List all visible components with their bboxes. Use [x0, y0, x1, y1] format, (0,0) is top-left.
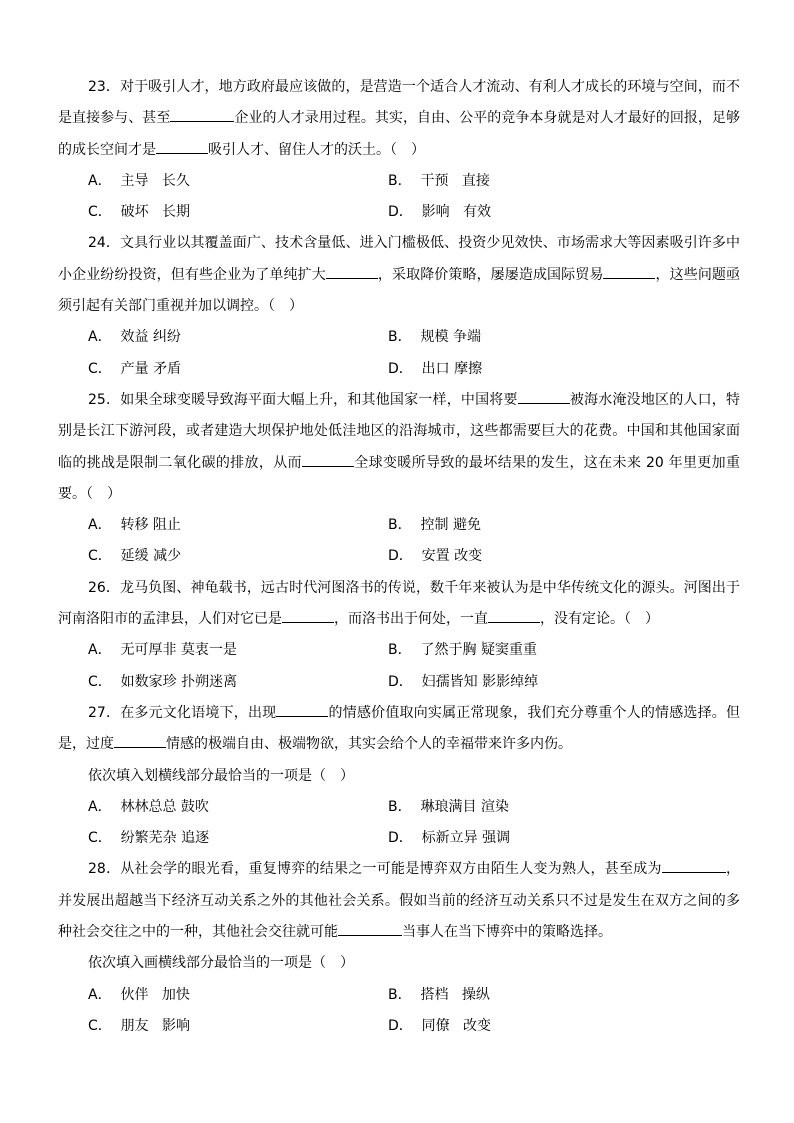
- question-prompt: 依次填入划横线部分最恰当的一项是（ ）: [88, 767, 354, 784]
- question-number: 23．: [88, 79, 120, 95]
- fill-in-blank: [603, 264, 655, 279]
- document-page: [58, 72, 740, 1042]
- answer-option: B． 干预 直接: [388, 172, 490, 189]
- answer-options: [58, 510, 740, 573]
- answer-option: C． 纷繁芜杂 追逐: [88, 830, 210, 847]
- answer-option: A． 林林总总 鼓吹: [88, 798, 209, 815]
- answer-option: D． 同僚 改变: [388, 1017, 492, 1034]
- question-stem: [58, 72, 740, 166]
- question-stem: [58, 698, 740, 761]
- fill-in-blank: [662, 858, 726, 873]
- question: [58, 698, 740, 854]
- stem-text: 龙马负图、神龟载书，远古时代河图洛书的传说，数千年来被认为是中华传统文化的源头。河图出于河南洛阳市的孟津县，人们对它已是: [58, 579, 740, 628]
- answer-option: A． 转移 阻止: [88, 517, 181, 534]
- question-stem: [58, 228, 740, 322]
- fill-in-blank: [302, 452, 354, 467]
- answer-options: [58, 980, 740, 1043]
- stem-text: 对于吸引人才，地方政府最应该做的，是营造一个适合人才流动、有利人才成长的环境与空间，而不是直接参与、甚至: [58, 79, 740, 127]
- fill-in-blank: [488, 608, 540, 623]
- question: [58, 228, 740, 384]
- stem-text: 全球变暖所导致的最坏结果的发生，这在未来 20 年里更加重要。（ ）: [58, 454, 740, 502]
- answer-option: B． 搭档 操纵: [388, 986, 490, 1003]
- answer-option: D． 影响 有效: [388, 204, 492, 221]
- stem-text: 如果全球变暖导致海平面大幅上升，和其他国家一样，中国将要: [120, 391, 518, 408]
- stem-text: ，而洛书出于何处，一直: [334, 611, 488, 628]
- stem-text: 文具行业以其覆盖面广、技术含量低、进入门槛极低、投资少见效快、市场需求大等因素吸引许多中小企业纷纷投资，但有些企业为了单纯扩大: [58, 235, 740, 283]
- question: [58, 72, 740, 228]
- answer-option: D． 妇孺皆知 影影绰绰: [388, 673, 539, 690]
- fill-in-blank: [338, 921, 402, 936]
- fill-in-blank: [326, 264, 378, 279]
- question-number: 25．: [88, 391, 121, 408]
- question-stem: [58, 854, 740, 948]
- answer-option: A． 伙伴 加快: [88, 986, 190, 1003]
- answer-option: B． 琳琅满目 渲染: [388, 798, 509, 815]
- answer-option: B． 控制 避免: [388, 517, 481, 534]
- stem-text: 被海水淹没地区的人口，特别是长江下游河段，或者建造大坝保护地处低洼地区的沿海城市，这些都需要巨大的花费。中国和其他国家面临的挑战是限制二氧化碳的排放，从而: [58, 391, 741, 471]
- stem-text: 在多元文化语境下，出现: [120, 704, 277, 721]
- question-number: 26．: [88, 579, 120, 596]
- question: [58, 573, 740, 698]
- answer-options: [58, 166, 740, 229]
- answer-option: C． 延缓 减少: [88, 548, 182, 565]
- answer-options: [58, 635, 740, 698]
- answer-option: C． 如数家珍 扑朔迷离: [88, 673, 238, 690]
- question-stem: [58, 385, 740, 510]
- answer-option: D． 标新立异 强调: [388, 830, 511, 847]
- question-stem: [58, 573, 740, 636]
- answer-option: D． 出口 摩擦: [388, 360, 483, 377]
- answer-option: C． 朋友 影响: [88, 1017, 191, 1034]
- stem-text: 当事人在当下博弈中的策略选择。: [402, 924, 612, 941]
- question-number: 24．: [88, 235, 120, 252]
- stem-text: 吸引人才、留住人才的沃土。（ ）: [208, 141, 425, 158]
- answer-option: D． 安置 改变: [388, 548, 483, 565]
- stem-text: ，并发展出超越当下经济互动关系之外的其他社会关系。假如当前的经济互动关系只不过是发生在双方之间的多种社会交往之中的一种，其他社会交往就可能: [58, 861, 740, 941]
- stem-text: 的情感价值取向实属正常现象，我们充分尊重个人的情感选择。但是，过度: [58, 704, 741, 753]
- question-prompt: 依次填入画横线部分最恰当的一项是（ ）: [88, 955, 354, 972]
- stem-text: ，采取降价策略，屡屡造成国际贸易: [377, 266, 604, 283]
- fill-in-blank: [282, 608, 334, 623]
- answer-option: B． 规模 争端: [388, 329, 481, 346]
- stem-text: ，没有定论。（ ）: [540, 611, 659, 628]
- question: [58, 385, 740, 573]
- question-number: 28．: [88, 861, 121, 878]
- fill-in-blank: [518, 389, 570, 404]
- stem-text: ，这些问题亟须引起有关部门重视并加以调控。（ ）: [58, 266, 741, 315]
- stem-text: 从社会学的眼光看，重复博弈的结果之一可能是博弈双方由陌生人变为熟人，甚至成为: [120, 861, 662, 878]
- answer-option: C． 破坏 长期: [88, 204, 191, 221]
- answer-options: [58, 322, 740, 385]
- answer-option: C． 产量 矛盾: [88, 360, 182, 377]
- fill-in-blank: [156, 139, 208, 154]
- answer-option: A． 效益 纠纷: [88, 329, 181, 346]
- answer-option: A． 主导 长久: [88, 172, 190, 189]
- fill-in-blank: [170, 107, 234, 122]
- question: [58, 854, 740, 1042]
- fill-in-blank: [276, 702, 328, 717]
- question-number: 27．: [88, 704, 121, 721]
- answer-option: B． 了然于胸 疑窦重重: [388, 642, 537, 659]
- stem-text: 企业的人才录用过程。其实，自由、公平的竞争本身就是对人才最好的回报，足够的成长空间才是: [58, 110, 741, 158]
- fill-in-blank: [114, 733, 166, 748]
- answer-option: A． 无可厚非 莫衷一是: [88, 642, 237, 659]
- answer-options: [58, 792, 740, 855]
- stem-text: 情感的极端自由、极端物欲，其实会给个人的幸福带来许多内伤。: [166, 736, 572, 753]
